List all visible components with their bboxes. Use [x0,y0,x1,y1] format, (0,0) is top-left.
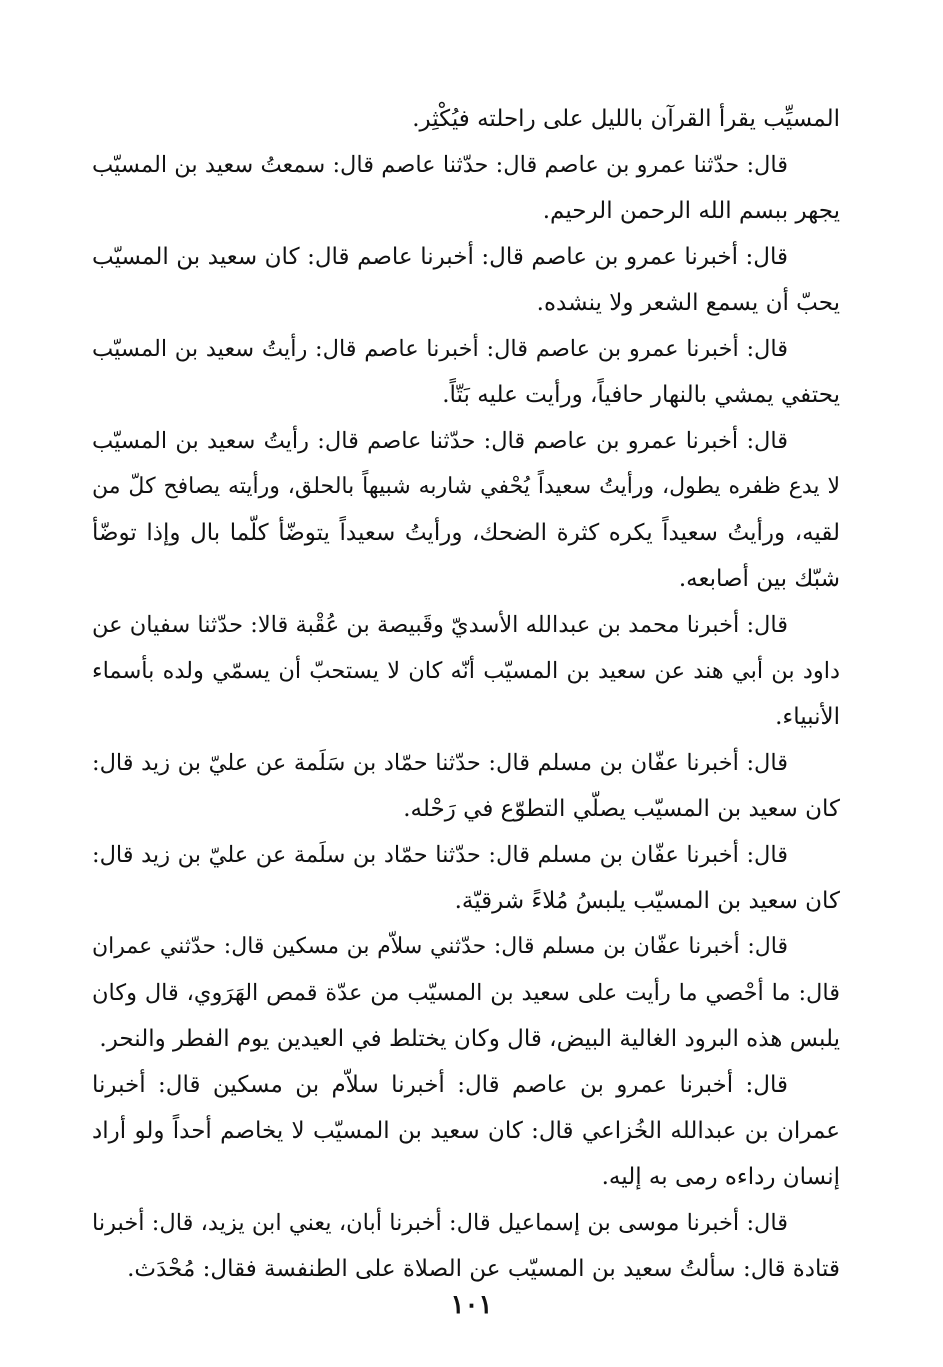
text-line: داود بن أبي هند عن سعيد بن المسيّب أنّه كان لا يستحبّ أن يسمّي ولده بأسماء [92,658,840,684]
text-line: لقيه، ورأيتُ سعيداً يكره كثرة الضحك، ورأيتُ سعيداً يتوضّأ كلّما بال وإذا توضّأ [92,520,840,546]
text-line: قال: أخبرنا محمد بن عبدالله الأسديّ وقَبيصة بن عُقْبة قالا: حدّثنا سفيان عن [92,612,788,638]
text-line: قال: أخبرنا عفّان بن مسلم قال: حدّثنا حمّاد بن سلَمة عن عليّ بن زيد قال: [92,842,788,868]
text-line: قتادة قال: سألتُ سعيد بن المسيّب عن الصلاة على الطنفسة فقال: مُحْدَث. [127,1256,840,1282]
paragraph-9 [92,924,840,1062]
paragraph-2 [92,142,840,234]
page-number: ١٠١ [450,1290,493,1320]
paragraph-3 [92,234,840,326]
paragraph-4 [92,326,840,418]
paragraph-5 [92,418,840,602]
text-line: يحبّ أن يسمع الشعر ولا ينشده. [536,290,840,316]
text-line: قال: حدّثنا عمرو بن عاصم قال: حدّثنا عاصم قال: سمعتُ سعيد بن المسيّب [92,152,788,178]
text-line: قال: ما أحْصي ما رأيت على سعيد بن المسيّب من عدّة قمص الهَرَوي، قال وكان [92,980,840,1006]
paragraph-8 [92,832,840,924]
text-line: يجهر ببسم الله الرحمن الرحيم. [542,198,840,224]
text-line: يحتفي يمشي بالنهار حافياً، ورأيت عليه بَتّاً. [442,382,840,408]
text-line: عمران بن عبدالله الخُزاعي قال: كان سعيد بن المسيّب لا يخاصم أحداً ولو أراد [92,1118,840,1144]
text-line: شبّك بين أصابعه. [678,566,840,592]
text-line: قال: أخبرنا عفّان بن مسلم قال: حدّثنا حمّاد بن سَلَمة عن عليّ بن زيد قال: [92,750,788,776]
paragraph-10 [92,1062,840,1200]
document-body [92,96,840,1292]
text-line: إنسان رداءه رمى به إليه. [601,1164,840,1190]
text-line: قال: أخبرنا عمرو بن عاصم قال: أخبرنا عاصم قال: كان سعيد بن المسيّب [92,244,788,270]
paragraph-1 [92,96,840,142]
paragraph-11 [92,1200,840,1292]
text-line: يلبس هذه البرود الغالية البيض، قال وكان يختلط في العيدين يوم الفطر والنحر. [99,1026,840,1052]
text-line: قال: أخبرنا عفّان بن مسلم قال: حدّثني سلاّم بن مسكين قال: حدّثني عمران [92,934,788,959]
text-line: قال: أخبرنا عمرو بن عاصم قال: أخبرنا عاصم قال: رأيتُ سعيد بن المسيّب [92,336,788,362]
text-line: قال: أخبرنا عمرو بن عاصم قال: حدّثنا عاصم قال: رأيتُ سعيد بن المسيّب [92,428,788,454]
paragraph-6 [92,602,840,740]
text-line: قال: أخبرنا عمرو بن عاصم قال: أخبرنا سلاّم بن مسكين قال: أخبرنا [92,1072,788,1098]
text-line: المسيِّب يقرأ القرآن بالليل على راحلته فيُكْثِر. [412,106,840,132]
text-line: كان سعيد بن المسيّب يصلّي التطوّع في رَحْله. [403,796,840,822]
text-line: لا يدع ظفره يطول، ورأيتُ سعيداً يُحْفي شاربه شبيهاً بالحلق، ورأيته يصافح كلّ من [92,474,840,499]
text-line: كان سعيد بن المسيّب يلبسُ مُلاءً شرقيّة. [454,888,840,914]
paragraph-7 [92,740,840,832]
text-line: قال: أخبرنا موسى بن إسماعيل قال: أخبرنا أبان، يعني ابن يزيد، قال: أخبرنا [92,1210,788,1236]
text-line: الأنبياء. [775,704,840,730]
